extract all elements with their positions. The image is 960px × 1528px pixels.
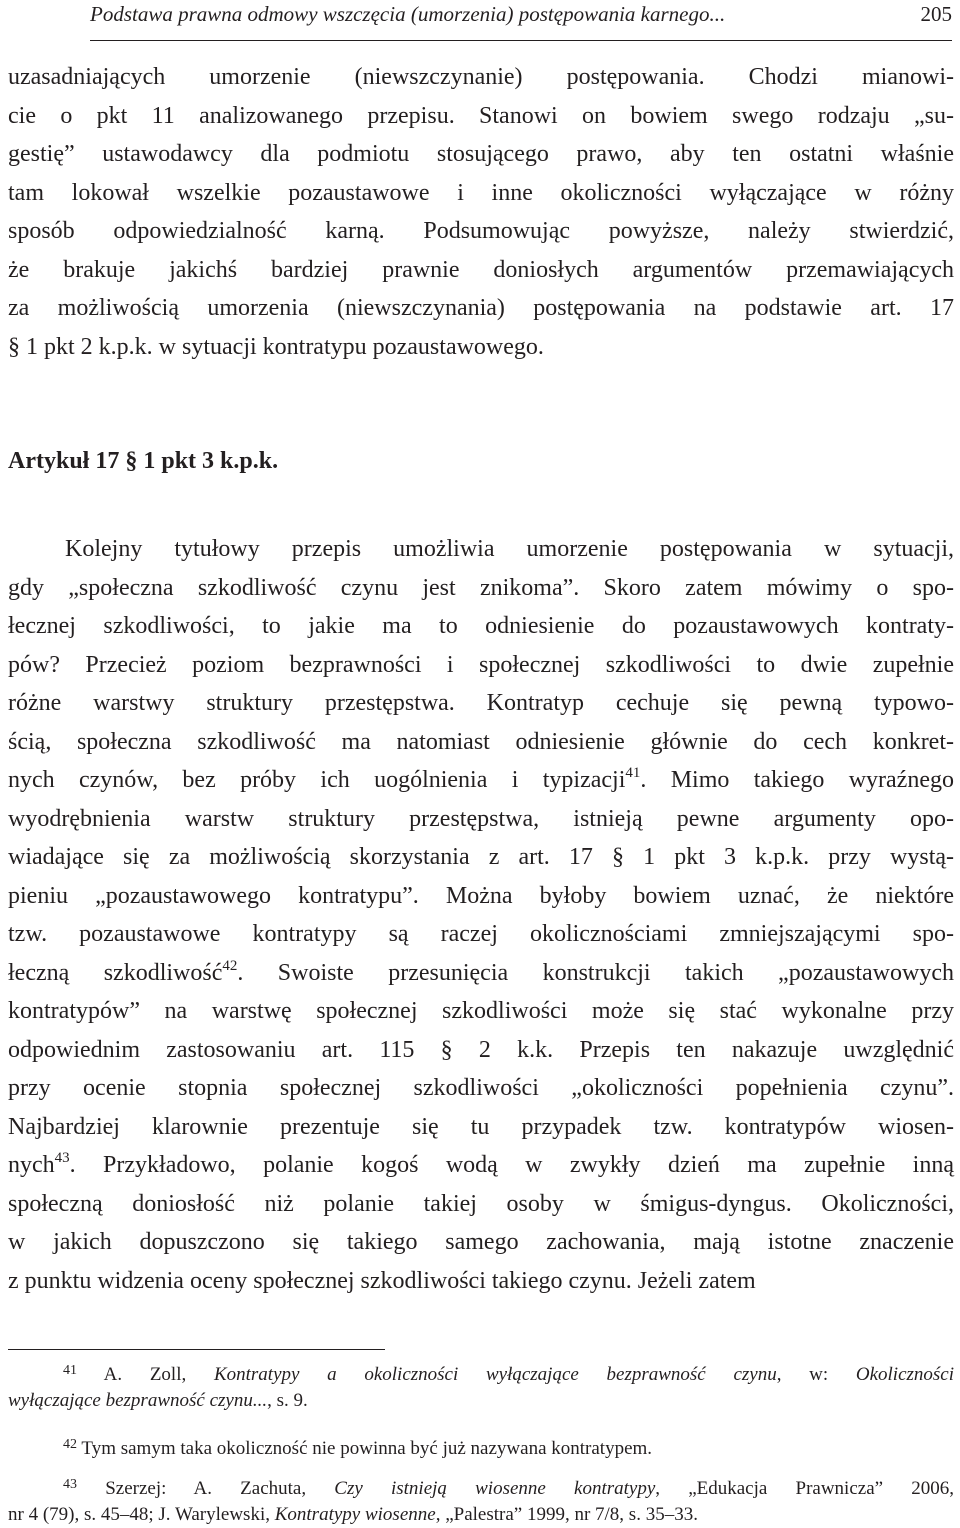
text-line: wiadające się za możliwością skorzystania z art. 17 § 1 pkt 3 k.p.k. przy wystą- (8, 844, 954, 870)
footnote-42-number: 42 (63, 1437, 77, 1452)
text-line: wyodrębnienia warstw struktury przestępstwa, istnieją pewne argumenty opo- (8, 805, 954, 832)
footnote-41-line-1 (8, 1358, 954, 1388)
footnote-41-source: Okoliczności (855, 1364, 955, 1385)
footnote-41-pages: , s. 9. (267, 1390, 308, 1411)
text-line: § 1 pkt 2 k.p.k. w sytuacji kontratypu pozaustawowego. (8, 333, 544, 360)
text-segment: . Mimo takiego wyraźnego (640, 767, 954, 793)
text-segment: . Swoiste przesunięcia konstrukcji takich „pozaustawowych (237, 959, 954, 986)
text-line: gestię” ustawodawcy dla podmiotu stosującego prawo, aby ten ostatni właśnie (8, 141, 954, 167)
footnote-43-author: Szerzej: A. Zachuta, (105, 1478, 335, 1499)
text-segment: nych czynów, bez próby ich uogólnienia i typizacji (8, 767, 626, 793)
footnote-43-source-2: , „Palestra” 1999, nr 7/8, s. 35–33. (435, 1504, 698, 1525)
footnote-42-line-1 (8, 1432, 954, 1462)
footnote-42-text: Tym samym taka okoliczność nie powinna być już nazywana kontratypem. (81, 1438, 653, 1459)
text-line: odpowiednim zastosowaniu art. 115 § 2 k.k. Przepis ten nakazuje uwzględnić (8, 1036, 954, 1063)
paragraph-2 (8, 530, 954, 1300)
footnote-41-title: Kontratypy a okoliczności wyłączające bezprawność czynu (213, 1364, 777, 1385)
text-line: pieniu „pozaustawowego kontratypu”. Można byłoby bowiem uznać, że niektóre (8, 882, 954, 909)
footnote-41-author: A. Zoll, (103, 1364, 214, 1385)
header-rule (90, 40, 952, 41)
footnote-43-title-2: Kontratypy wiosenne (274, 1504, 436, 1525)
running-header (90, 0, 952, 32)
text-line: Kolejny tytułowy przepis umożliwia umorzenie postępowania w sytuacji, (65, 536, 954, 562)
footnote-43 (8, 1472, 954, 1528)
footnote-43-source-cont: nr 4 (79), s. 45–48; J. Warylewski, (8, 1504, 275, 1525)
text-line (8, 761, 954, 800)
text-line: łecznej szkodliwości, to jakie ma to odniesienie do pozaustawowych kontraty- (8, 613, 954, 639)
text-line: w jakich dopuszczono się takiego samego zachowania, mają istotne znaczenie (8, 1229, 954, 1255)
footnote-43-source: , „Edukacja Prawnicza” 2006, (655, 1478, 955, 1499)
text-line: różne warstwy struktury przestępstwa. Kontratyp cechuje się pewną typowo- (8, 690, 954, 716)
text-line: kontratypów” na warstwę społecznej szkodliwości może się stać wykonalne przy (8, 998, 954, 1024)
page-number: 205 (920, 2, 952, 26)
text-segment: łeczną szkodliwość (8, 959, 223, 986)
text-line: Najbardziej klarownie prezentuje się tu przypadek tzw. kontratypów wiosen- (8, 1113, 954, 1140)
footnote-41-source-cont: wyłączające bezprawność czynu... (8, 1390, 268, 1411)
text-line: społeczną doniosłość niż polanie takiej osoby w śmigus-dyngus. Okoliczności, (8, 1190, 954, 1217)
footnote-reference: 42 (222, 957, 238, 974)
text-line (8, 1146, 954, 1185)
footnote-41-mid: , w: (776, 1364, 856, 1385)
footnote-41-line-2 (8, 1388, 954, 1414)
footnote-reference: 41 (625, 765, 641, 781)
running-title: Podstawa prawna odmowy wszczęcia (umorzenia) postępowania karnego... (90, 2, 726, 26)
text-line: z punktu widzenia oceny społecznej szkodliwości takiego czynu. Jeżeli zatem (8, 1267, 756, 1294)
paragraph-1 (8, 58, 954, 366)
footnote-43-title: Czy istnieją wiosenne kontratypy (334, 1478, 656, 1499)
text-segment: nych (8, 1152, 55, 1178)
footnote-43-line-2 (8, 1502, 954, 1528)
text-line: za możliwością umorzenia (niewszczynania) postępowania na podstawie art. 17 (8, 295, 954, 321)
text-line: cie o pkt 11 analizowanego przepisu. Stanowi on bowiem swego rodzaju „su- (8, 102, 954, 129)
text-segment: . Przykładowo, polanie kogoś wodą w zwykły dzień ma zupełnie inną (69, 1152, 954, 1178)
footnote-43-number: 43 (63, 1477, 77, 1492)
footnote-43-line-1 (8, 1472, 954, 1502)
footnote-41-number: 41 (63, 1363, 77, 1378)
text-line (8, 954, 954, 993)
footnote-42 (8, 1432, 954, 1462)
section-heading: Artykuł 17 § 1 pkt 3 k.p.k. (8, 448, 279, 474)
text-line: gdy „społeczna szkodliwość czynu jest znikoma”. Skoro zatem mówimy o spo- (8, 574, 954, 601)
text-line: uzasadniających umorzenie (niewszczynanie) postępowania. Chodzi mianowi- (8, 64, 954, 90)
text-line: tam lokował wszelkie pozaustawowe i inne okoliczności wyłączające w różny (8, 179, 954, 206)
text-line: sposób odpowiedzialność karną. Podsumowując powyższe, należy stwierdzić, (8, 218, 954, 244)
text-line: że brakuje jakichś bardziej prawnie doniosłych argumentów przemawiających (8, 256, 954, 283)
text-line: przy ocenie stopnia społecznej szkodliwości „okoliczności popełnienia czynu”. (8, 1075, 954, 1101)
footnote-reference: 43 (54, 1150, 70, 1166)
text-line: tzw. pozaustawowe kontratypy są raczej okolicznościami zmniejszającymi spo- (8, 921, 954, 947)
text-line: ścią, społeczna szkodliwość ma natomiast odniesienie głównie do cech konkret- (8, 728, 954, 755)
footnote-rule (8, 1349, 385, 1350)
footnote-41 (8, 1358, 954, 1414)
text-line: pów? Przecież poziom bezprawności i społecznej szkodliwości to dwie zupełnie (8, 651, 954, 678)
